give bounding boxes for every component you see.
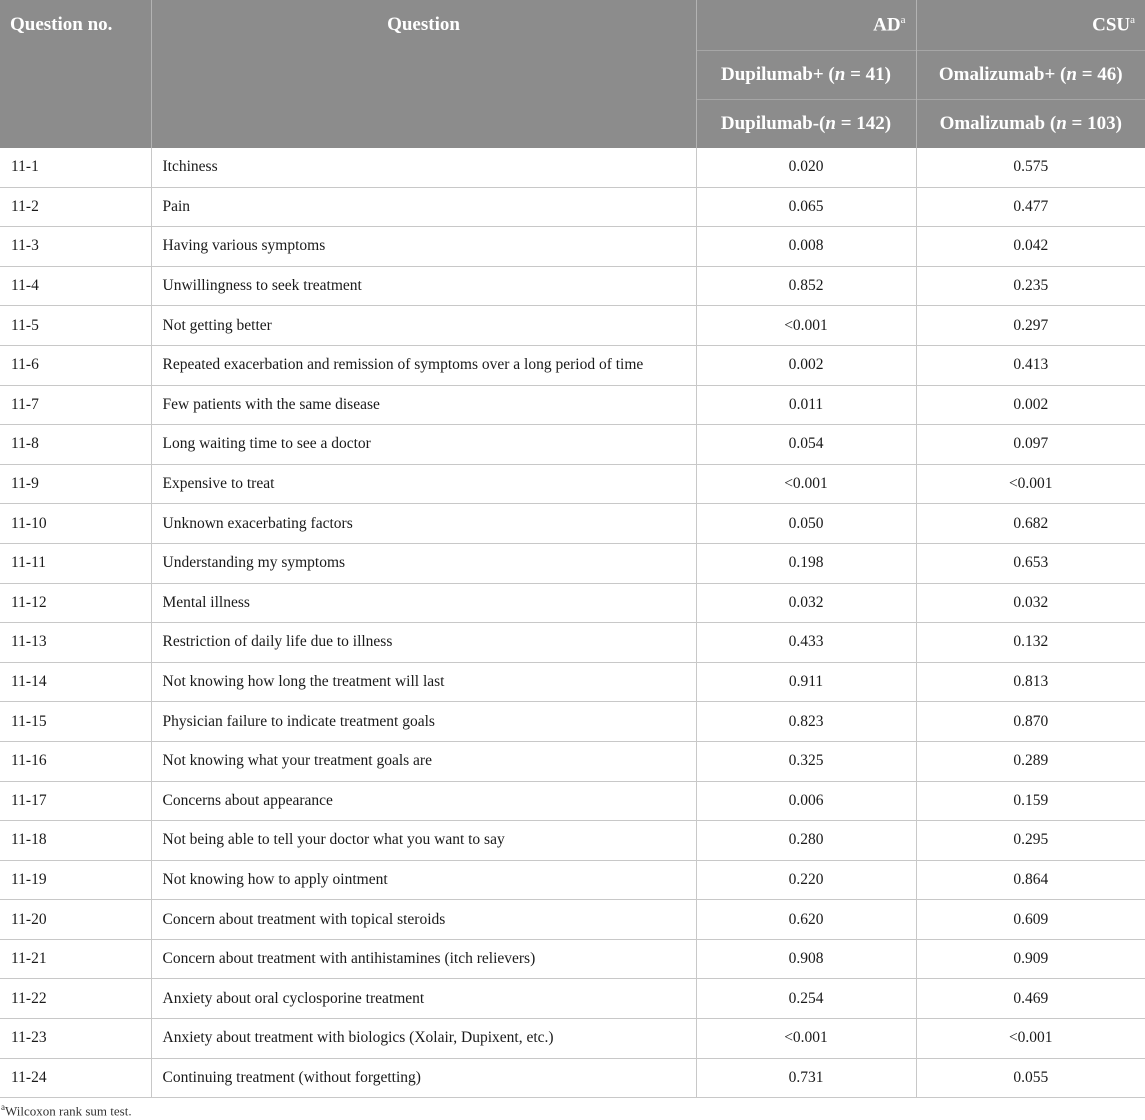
cell-csu-p-value: 0.159 bbox=[916, 781, 1145, 821]
header-csu-minus-name: Omalizumab ( bbox=[939, 113, 1057, 134]
cell-csu-p-value: 0.297 bbox=[916, 306, 1145, 346]
cell-csu-p-value: 0.235 bbox=[916, 266, 1145, 306]
cell-ad-p-value: 0.280 bbox=[696, 821, 916, 861]
cell-csu-p-value: <0.001 bbox=[916, 464, 1145, 504]
header-question: Question bbox=[151, 0, 696, 148]
header-csu bbox=[916, 0, 1145, 51]
cell-ad-p-value: 0.908 bbox=[696, 939, 916, 979]
header-ad-group-minus bbox=[696, 100, 916, 149]
header-csu-group-plus bbox=[916, 51, 1145, 100]
cell-ad-p-value: 0.433 bbox=[696, 623, 916, 663]
cell-question-no: 11-5 bbox=[0, 306, 151, 346]
cell-question: Repeated exacerbation and remission of symptoms over a long period of time bbox=[151, 345, 696, 385]
header-ad-plus-name: Dupilumab+ ( bbox=[720, 64, 835, 85]
header-csu-plus-n: n bbox=[1066, 64, 1077, 85]
cell-csu-p-value: 0.682 bbox=[916, 504, 1145, 544]
cell-ad-p-value: 0.008 bbox=[696, 227, 916, 267]
header-ad-plus-count: = 41) bbox=[845, 64, 891, 85]
cell-question-no: 11-11 bbox=[0, 543, 151, 583]
table-row bbox=[0, 345, 1145, 385]
cell-csu-p-value: 0.653 bbox=[916, 543, 1145, 583]
table-row bbox=[0, 702, 1145, 742]
cell-csu-p-value: 0.055 bbox=[916, 1058, 1145, 1098]
cell-question: Having various symptoms bbox=[151, 227, 696, 267]
cell-question-no: 11-8 bbox=[0, 425, 151, 465]
cell-csu-p-value: 0.042 bbox=[916, 227, 1145, 267]
cell-csu-p-value: 0.477 bbox=[916, 187, 1145, 227]
cell-ad-p-value: 0.198 bbox=[696, 543, 916, 583]
table-row bbox=[0, 227, 1145, 267]
cell-ad-p-value: 0.032 bbox=[696, 583, 916, 623]
cell-csu-p-value: 0.132 bbox=[916, 623, 1145, 663]
cell-ad-p-value: 0.002 bbox=[696, 345, 916, 385]
table-row bbox=[0, 425, 1145, 465]
table-row bbox=[0, 821, 1145, 861]
cell-ad-p-value: 0.823 bbox=[696, 702, 916, 742]
header-csu-plus-name: Omalizumab+ ( bbox=[938, 64, 1067, 85]
table-row bbox=[0, 939, 1145, 979]
header-ad-minus-name: Dupilumab-( bbox=[720, 113, 826, 134]
cell-question: Not knowing what your treatment goals are bbox=[151, 741, 696, 781]
cell-ad-p-value: 0.852 bbox=[696, 266, 916, 306]
cell-question-no: 11-24 bbox=[0, 1058, 151, 1098]
cell-ad-p-value: 0.054 bbox=[696, 425, 916, 465]
header-csu-footnote-marker: a bbox=[1130, 13, 1135, 26]
cell-question: Concern about treatment with topical steroids bbox=[151, 900, 696, 940]
header-csu-minus-n: n bbox=[1056, 113, 1067, 134]
cell-question-no: 11-18 bbox=[0, 821, 151, 861]
cell-csu-p-value: 0.469 bbox=[916, 979, 1145, 1019]
header-ad-minus-n: n bbox=[825, 113, 836, 134]
header-csu-label: CSU bbox=[1092, 14, 1131, 36]
table-row bbox=[0, 860, 1145, 900]
cell-question: Understanding my symptoms bbox=[151, 543, 696, 583]
cell-question-no: 11-10 bbox=[0, 504, 151, 544]
cell-ad-p-value: 0.011 bbox=[696, 385, 916, 425]
table-row bbox=[0, 543, 1145, 583]
cell-question-no: 11-22 bbox=[0, 979, 151, 1019]
cell-ad-p-value: 0.254 bbox=[696, 979, 916, 1019]
cell-question: Expensive to treat bbox=[151, 464, 696, 504]
table-row bbox=[0, 385, 1145, 425]
table-row bbox=[0, 464, 1145, 504]
cell-question-no: 11-13 bbox=[0, 623, 151, 663]
table-row bbox=[0, 781, 1145, 821]
cell-question-no: 11-3 bbox=[0, 227, 151, 267]
header-csu-group-minus bbox=[916, 100, 1145, 149]
cell-question: Few patients with the same disease bbox=[151, 385, 696, 425]
cell-question: Physician failure to indicate treatment goals bbox=[151, 702, 696, 742]
cell-csu-p-value: 0.909 bbox=[916, 939, 1145, 979]
cell-question-no: 11-6 bbox=[0, 345, 151, 385]
table-header bbox=[0, 0, 1145, 148]
table-row bbox=[0, 1058, 1145, 1098]
cell-question-no: 11-23 bbox=[0, 1019, 151, 1059]
cell-csu-p-value: 0.032 bbox=[916, 583, 1145, 623]
header-ad bbox=[696, 0, 916, 51]
cell-csu-p-value: 0.289 bbox=[916, 741, 1145, 781]
table-row bbox=[0, 583, 1145, 623]
cell-question: Anxiety about oral cyclosporine treatment bbox=[151, 979, 696, 1019]
table-row bbox=[0, 504, 1145, 544]
table-footnote bbox=[1, 1102, 132, 1119]
cell-csu-p-value: 0.813 bbox=[916, 662, 1145, 702]
cell-ad-p-value: <0.001 bbox=[696, 464, 916, 504]
header-ad-minus-count: = 142) bbox=[835, 113, 892, 134]
table-row bbox=[0, 266, 1145, 306]
cell-question: Anxiety about treatment with biologics (Xolair, Dupixent, etc.) bbox=[151, 1019, 696, 1059]
cell-csu-p-value: 0.870 bbox=[916, 702, 1145, 742]
cell-question-no: 11-21 bbox=[0, 939, 151, 979]
cell-csu-p-value: 0.609 bbox=[916, 900, 1145, 940]
cell-question-no: 11-7 bbox=[0, 385, 151, 425]
table-row bbox=[0, 662, 1145, 702]
table-row bbox=[0, 741, 1145, 781]
cell-question: Restriction of daily life due to illness bbox=[151, 623, 696, 663]
cell-question-no: 11-9 bbox=[0, 464, 151, 504]
cell-question: Not knowing how long the treatment will last bbox=[151, 662, 696, 702]
cell-question: Continuing treatment (without forgetting) bbox=[151, 1058, 696, 1098]
cell-ad-p-value: <0.001 bbox=[696, 1019, 916, 1059]
table-row bbox=[0, 187, 1145, 227]
header-ad-footnote-marker: a bbox=[900, 13, 906, 26]
header-question-no: Question no. bbox=[0, 0, 151, 148]
cell-question: Concern about treatment with antihistamines (itch relievers) bbox=[151, 939, 696, 979]
cell-ad-p-value: 0.050 bbox=[696, 504, 916, 544]
cell-ad-p-value: <0.001 bbox=[696, 306, 916, 346]
footnote-text: Wilcoxon rank sum test. bbox=[5, 1103, 132, 1119]
cell-question-no: 11-17 bbox=[0, 781, 151, 821]
header-ad-plus-n: n bbox=[834, 64, 846, 85]
cell-ad-p-value: 0.325 bbox=[696, 741, 916, 781]
cell-question-no: 11-15 bbox=[0, 702, 151, 742]
table-row bbox=[0, 623, 1145, 663]
cell-question: Mental illness bbox=[151, 583, 696, 623]
header-ad-label: AD bbox=[873, 14, 901, 36]
cell-question-no: 11-20 bbox=[0, 900, 151, 940]
cell-question: Concerns about appearance bbox=[151, 781, 696, 821]
cell-question: Unknown exacerbating factors bbox=[151, 504, 696, 544]
cell-question: Unwillingness to seek treatment bbox=[151, 266, 696, 306]
cell-csu-p-value: 0.097 bbox=[916, 425, 1145, 465]
cell-ad-p-value: 0.065 bbox=[696, 187, 916, 227]
table-row bbox=[0, 979, 1145, 1019]
cell-ad-p-value: 0.731 bbox=[696, 1058, 916, 1098]
cell-ad-p-value: 0.020 bbox=[696, 148, 916, 187]
cell-question: Not being able to tell your doctor what you want to say bbox=[151, 821, 696, 861]
table-row bbox=[0, 1019, 1145, 1059]
cell-question: Long waiting time to see a doctor bbox=[151, 425, 696, 465]
table-row bbox=[0, 148, 1145, 187]
cell-csu-p-value: 0.575 bbox=[916, 148, 1145, 187]
cell-question: Itchiness bbox=[151, 148, 696, 187]
cell-csu-p-value: 0.295 bbox=[916, 821, 1145, 861]
cell-ad-p-value: 0.220 bbox=[696, 860, 916, 900]
table-row bbox=[0, 306, 1145, 346]
header-csu-plus-count: = 46) bbox=[1076, 64, 1123, 85]
header-ad-group-plus bbox=[696, 51, 916, 100]
cell-ad-p-value: 0.006 bbox=[696, 781, 916, 821]
cell-ad-p-value: 0.911 bbox=[696, 662, 916, 702]
cell-question-no: 11-2 bbox=[0, 187, 151, 227]
cell-csu-p-value: 0.864 bbox=[916, 860, 1145, 900]
header-csu-minus-count: = 103) bbox=[1066, 113, 1122, 134]
cell-question-no: 11-12 bbox=[0, 583, 151, 623]
cell-question-no: 11-1 bbox=[0, 148, 151, 187]
table-body bbox=[0, 148, 1145, 1098]
cell-question: Not getting better bbox=[151, 306, 696, 346]
cell-question-no: 11-14 bbox=[0, 662, 151, 702]
cell-ad-p-value: 0.620 bbox=[696, 900, 916, 940]
cell-csu-p-value: 0.413 bbox=[916, 345, 1145, 385]
cell-question-no: 11-4 bbox=[0, 266, 151, 306]
cell-question-no: 11-19 bbox=[0, 860, 151, 900]
cell-question: Pain bbox=[151, 187, 696, 227]
footnote-marker: a bbox=[1, 1102, 5, 1112]
table-row bbox=[0, 900, 1145, 940]
cell-question-no: 11-16 bbox=[0, 741, 151, 781]
cell-question: Not knowing how to apply ointment bbox=[151, 860, 696, 900]
cell-csu-p-value: <0.001 bbox=[916, 1019, 1145, 1059]
cell-csu-p-value: 0.002 bbox=[916, 385, 1145, 425]
